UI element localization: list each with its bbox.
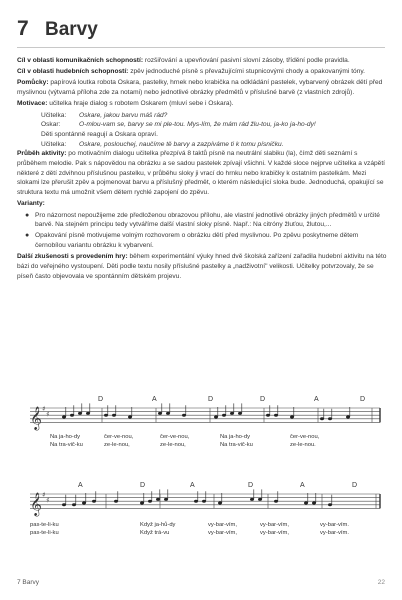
note-head (86, 412, 90, 415)
music-staff-2 (30, 482, 382, 572)
chapter-content (17, 56, 387, 283)
motivation-text: učitelka hraje dialog s robotem Oskarem (mluví sebe i Oskara). (47, 100, 234, 108)
variant-item (25, 231, 387, 250)
note-head (92, 500, 96, 503)
lyric: Na tra-vič-ku (220, 442, 253, 448)
variant-item (25, 211, 387, 230)
sharp-icon: ♯ (42, 405, 46, 413)
music-staff-1 (30, 396, 382, 486)
note-head (194, 500, 198, 503)
lyric: čer-ve-nou, (160, 434, 190, 440)
note-head (328, 503, 332, 506)
lyric: vy-bar-vím. (320, 522, 349, 528)
experience-text: během experimentální výuky hned dvě školská zařízení zařadila hudební aktivitu na této bázi do veřejného vystoupení. Děti podle textu nosily příslušné pastelky a „nadživotní" velikosti. Učitelky potvrzovaly, že se píseň často objevovala ve spontánním dětském projevu. (17, 253, 387, 280)
chord-symbol: D (140, 482, 146, 489)
page-footer (17, 579, 385, 591)
dialog-line (41, 111, 387, 121)
lyric: čer-ve-nou, (104, 434, 134, 440)
dialog-speaker: Učitelka: (41, 140, 67, 148)
note-head (158, 412, 162, 415)
dialog-speaker: Oskar: (41, 121, 61, 129)
note-head (312, 502, 316, 505)
note-head (202, 500, 206, 503)
lyric: pas-te-li-ku (30, 522, 59, 528)
lyric: Na ja-ho-dy (220, 434, 250, 440)
motivation-label: Motivace: (17, 100, 48, 108)
note-head (166, 412, 170, 415)
goal-communication (17, 56, 387, 66)
lyric: Když trá-vu (140, 530, 170, 536)
chapter-header (17, 16, 385, 42)
note-head (140, 502, 144, 505)
dialog (17, 111, 387, 150)
note-head (250, 498, 254, 501)
goal-communication-label: Cíl v oblasti komunikačních schopností: (17, 57, 144, 64)
note-head (78, 412, 82, 415)
dialog-text: O-mlou-vam se, barvy se mi ple-tou. Mys-lím, že mám rád žlu-tou, ja-ko ja-ho-dy! (79, 121, 316, 129)
lyric: vy-bar-vím. (320, 530, 349, 536)
chord-symbol: D (360, 396, 366, 403)
note-head (230, 412, 234, 415)
bullet-icon: ● (25, 211, 30, 219)
experience (17, 252, 387, 281)
sharp-icon: ♯ (42, 491, 46, 499)
motivation (17, 99, 387, 109)
lyric: pas-te-li-ku (30, 530, 59, 536)
staff-lines-1 (30, 396, 382, 486)
dialog-speaker: Učitelka: (41, 111, 67, 119)
lyric: ze-le-nou, (160, 442, 186, 448)
chord-symbol: D (352, 482, 358, 489)
chord-symbol: A (190, 482, 195, 489)
lyric: vy-bar-vím, (208, 530, 237, 536)
lyric: vy-bar-vím, (208, 522, 237, 528)
activity-course-label: Průběh aktivity: (17, 150, 67, 158)
goal-communication-text: rozšiřování a upevňování pasivní slovní zásoby, třídění podle pravidla. (143, 57, 350, 64)
variant-text: Opakování písně motivujeme volným rozhovorem o obrázku dětí před myslivnou. Po zpěvu poskytneme dětem černobílou variantu obrázku k vybarvení. (35, 232, 359, 250)
note-head (328, 417, 332, 420)
note-head (346, 416, 350, 419)
chapter-number: 7 (17, 17, 29, 40)
chord-symbol: D (260, 396, 266, 403)
materials-label: Pomůcky: (17, 79, 49, 87)
note-head (156, 498, 160, 501)
note-head (182, 414, 186, 417)
bullet-icon: ● (25, 232, 30, 240)
note-head (148, 500, 152, 503)
chord-symbol: D (98, 396, 104, 403)
note-head (214, 416, 218, 419)
chord-symbol: A (314, 396, 319, 403)
dialog-text: Oskare, jakou barvu máš rád? (79, 111, 168, 119)
activity-course (17, 149, 387, 198)
note-head (112, 414, 116, 417)
lyric: Když ja-hů-dy (140, 522, 176, 528)
dialog-line (41, 120, 387, 130)
variants-heading: Varianty: (17, 200, 45, 208)
lyric: čer-ve-nou, (290, 434, 320, 440)
treble-clef-icon: 𝄞 (30, 491, 42, 516)
lyric: ze-le-nou. (290, 442, 316, 448)
note-head (72, 503, 76, 506)
note-head (62, 416, 66, 419)
treble-clef-icon: 𝄞 (30, 405, 42, 430)
activity-course-text: po motivačním dialogu učitelka přezpívá 8 taktů písně na neutrální slabiku (la), čímž děti seznámí s průběhem melodie. Pak s nápovědou na obrázku a se sadou pastelek zpívají všichni. V každé sloce nejprve učitelka a vzápětí některé z dětí zdvihnou příslušnou pastelku, v průběhu sloky ji vrací do hrnku nebo krabičky k ostatním pastelkám. Mezi slokami lze přerušit zpěv a pojmenovat barvu a příslušný předmět, o kterém následující sloka bude. Jednoduchá, opakující se struktura textu má umožnit všem dětem rychlé zapojení do zpěvu. (17, 150, 386, 197)
note-head (104, 414, 108, 417)
goal-music-text: zpěv jednoduché písně s převažujícími stupnicovými chody a opakovanými tóny. (128, 68, 366, 76)
note-head (290, 416, 294, 419)
note-head (164, 498, 168, 501)
dialog-narration: Děti spontánně reagují a Oskara opraví. (41, 130, 158, 138)
sharp-icon: ♯ (46, 496, 50, 505)
variant-text: Pro názornost nepoužijeme zde předloženou obrazovou přílohu, ale vlastní jednotlivé obrázky jiných předmětů v určité barvě. Na stejném principu tedy vytváříme další vlastní sloky písně. Např.: Na citróny žluťou, žlutou,... (35, 211, 380, 229)
note-head (320, 417, 324, 420)
lyric: Na ja-ho-dy (50, 434, 80, 440)
note-head (218, 502, 222, 505)
lyric: ze-le-nou, (104, 442, 130, 448)
chord-symbol: A (300, 482, 305, 489)
note-head (304, 502, 308, 505)
sharp-icon: ♯ (46, 410, 50, 419)
note-head (70, 414, 74, 417)
note-head (266, 414, 270, 417)
chapter-rule (17, 47, 385, 48)
note-head (274, 414, 278, 417)
goal-music (17, 67, 387, 77)
footer-chapter: 7 Barvy (17, 579, 40, 586)
variants-list (17, 211, 387, 251)
dialog-text: Oskare, poslouchej, naučíme tě barvy a zazpíváme ti k tomu písničku. (79, 140, 284, 148)
chord-symbol: A (78, 482, 83, 489)
page-number: 22 (377, 579, 385, 586)
lyric: Na tra-vič-ku (50, 442, 83, 448)
goal-music-label: Cíl v oblasti hudebních schopností: (17, 68, 129, 76)
note-head (82, 502, 86, 505)
experience-label: Další zkušenosti s provedením hry: (17, 253, 128, 261)
materials-text: papírová loutka robota Oskara, pastelky, hrnek nebo krabička na odkládání pastelek, vybarvený obrázek dětí před myslivnou (výtvarná příloha zde za notami) nebo jednotlivé obrázky předmětů v příslušné barvě (z vlastních zdrojů). (17, 79, 383, 97)
chord-symbol: D (208, 396, 214, 403)
note-head (274, 500, 278, 503)
chord-symbol: D (248, 482, 254, 489)
chord-symbol: A (152, 396, 157, 403)
note-head (128, 416, 132, 419)
note-head (114, 500, 118, 503)
note-head (258, 498, 262, 501)
chapter-title: Barvy (45, 19, 98, 40)
dialog-line (41, 140, 387, 150)
note-head (238, 412, 242, 415)
lyric: vy-bar-vím, (260, 530, 289, 536)
materials (17, 78, 387, 97)
lyric: vy-bar-vím, (260, 522, 289, 528)
dialog-line (41, 130, 387, 140)
note-head (222, 414, 226, 417)
note-head (62, 503, 66, 506)
